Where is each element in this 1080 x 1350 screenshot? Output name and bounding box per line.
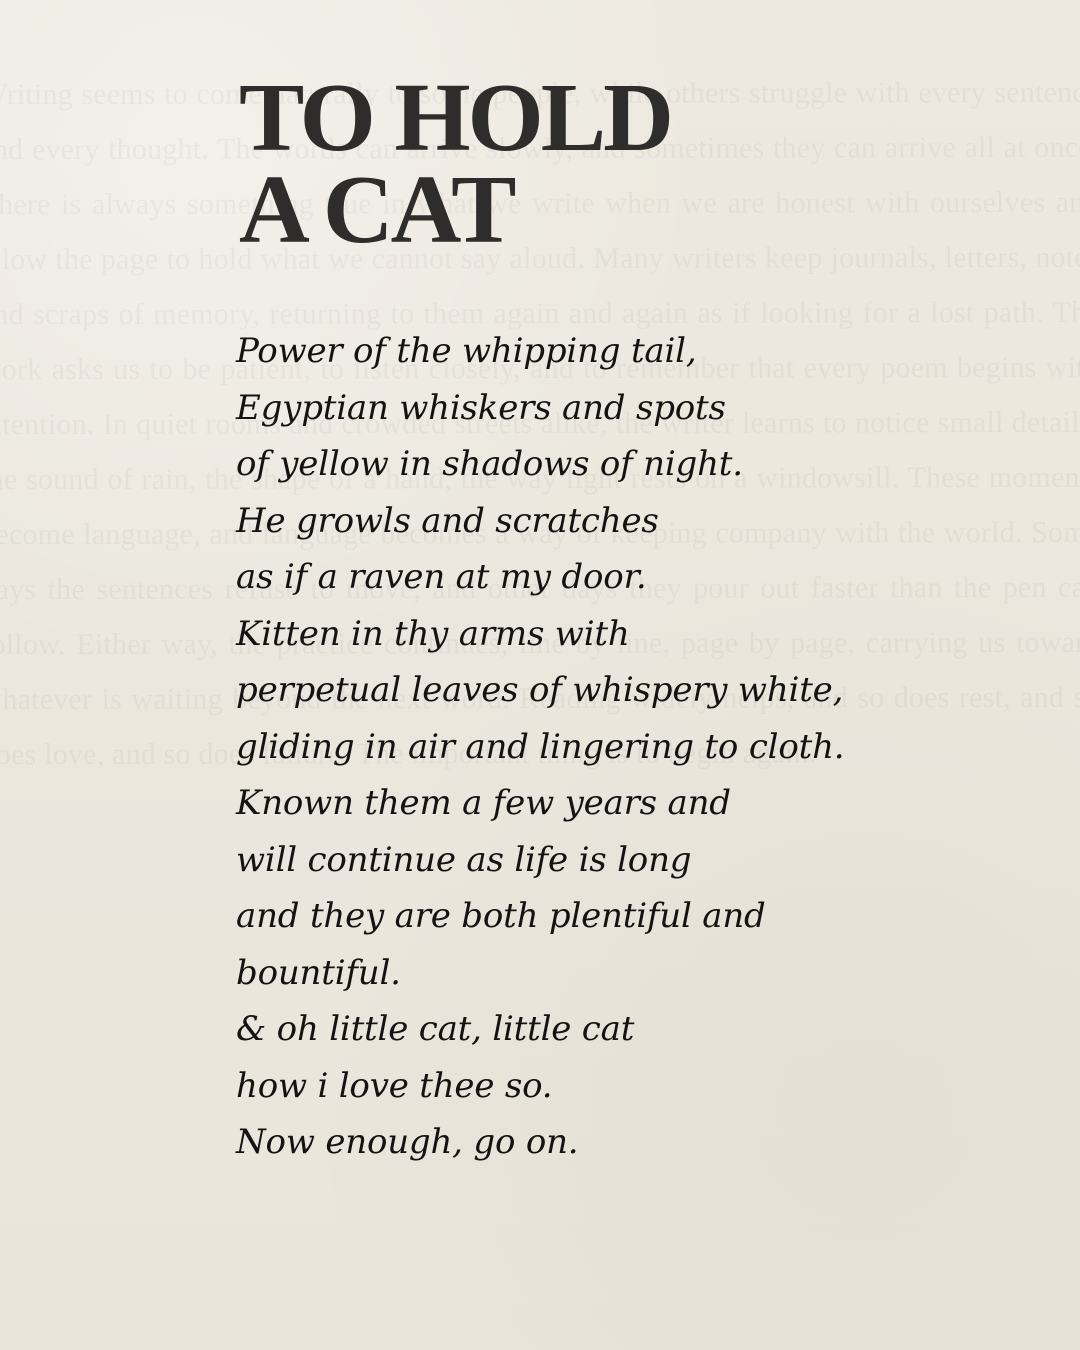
poem-line: Now enough, go on. [236, 1122, 579, 1162]
poem-line: how i love thee so. [236, 1065, 553, 1106]
poem-line: Egyptian whiskers and spots [236, 387, 726, 428]
poem-line: Known them a few years and [236, 783, 731, 823]
poem-line: and they are both plentiful and [236, 896, 766, 936]
poem-line: bountiful. [236, 952, 401, 993]
poem-lines [236, 323, 846, 1171]
poem-title: TO HOLD A CAT [239, 64, 671, 264]
poem-line: He growls and scratches [236, 500, 659, 541]
poem-line: of yellow in shadows of night. [236, 444, 743, 484]
poem-line: as if a raven at my door. [236, 557, 647, 597]
poem-line: Kitten in thy arms with [236, 613, 630, 654]
poem-line: Power of the whipping tail, [236, 331, 697, 371]
poem-line: perpetual leaves of whispery white, [236, 670, 844, 710]
poem-line: gliding in air and lingering to cloth. [236, 726, 845, 767]
poem-line: & oh little cat, little cat [236, 1009, 635, 1049]
poem-line: will continue as life is long [236, 839, 692, 880]
